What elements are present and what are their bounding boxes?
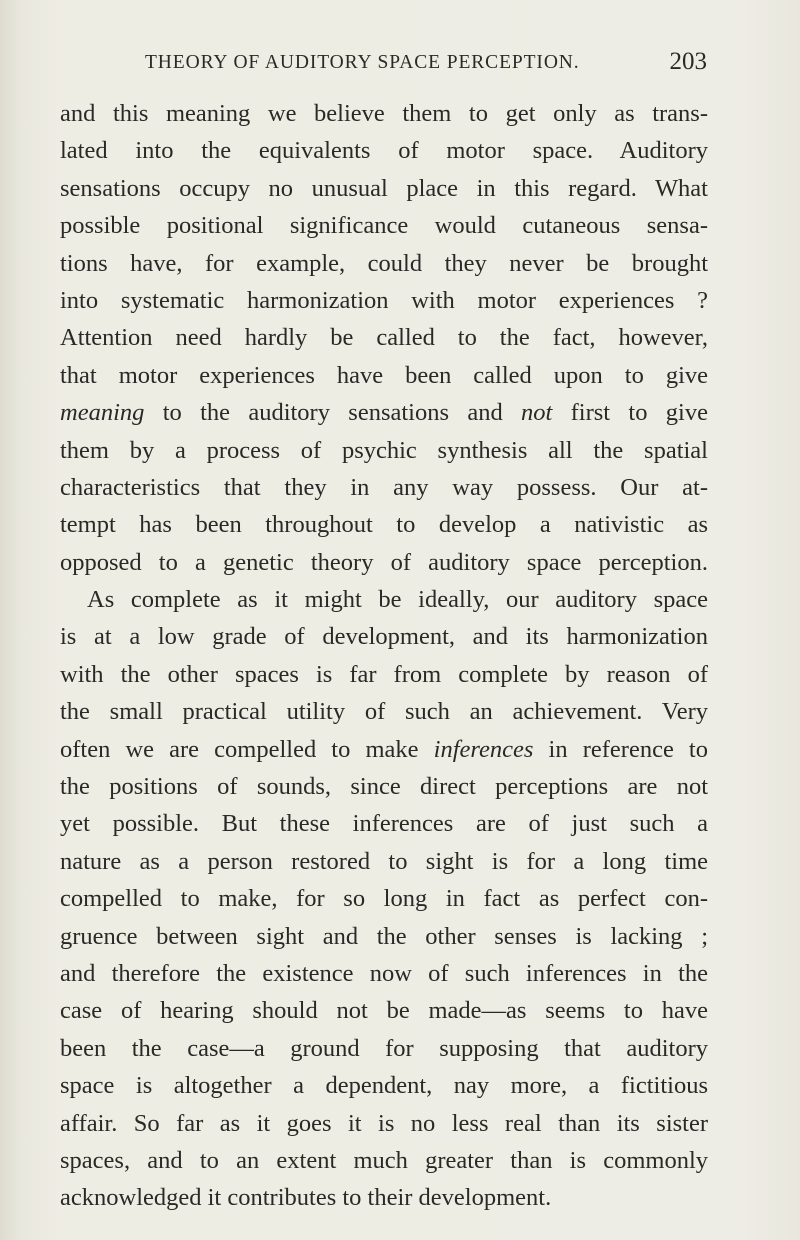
text-segment: sensations occupy no unusual place in this regard. What (60, 174, 708, 202)
text-line (60, 1105, 708, 1142)
text-segment: compelled to make, for so long in fact as perfect con- (60, 885, 708, 913)
text-line (60, 880, 708, 917)
text-segment: into systematic harmonization with motor experiences ? (60, 286, 708, 314)
text-line (60, 768, 708, 805)
text-segment: spaces, and to an extent much greater than is commonly (60, 1146, 708, 1174)
text-line (60, 544, 708, 581)
text-line (60, 207, 708, 244)
page-header (145, 48, 707, 80)
text-segment: As complete as it might be ideally, our auditory space (87, 586, 708, 614)
text-line (60, 394, 708, 431)
text-segment: tempt has been throughout to develop a nativistic as (60, 511, 708, 539)
text-segment: in reference to (533, 735, 708, 763)
page-number: 203 (669, 48, 707, 75)
text-line (60, 693, 708, 730)
text-line (60, 132, 708, 169)
text-line (60, 469, 708, 506)
text-segment: with the other spaces is far from complete by reason of (60, 660, 708, 688)
text-line (60, 357, 708, 394)
text-segment: to the auditory sensations and (144, 399, 522, 427)
text-line (60, 918, 708, 955)
text-segment: gruence between sight and the other senses is lacking ; (60, 922, 708, 950)
text-segment: the small practical utility of such an achievement. Very (60, 698, 708, 726)
text-segment: the positions of sounds, since direct perceptions are not (60, 773, 708, 801)
text-line (60, 1030, 708, 1067)
text-line (60, 618, 708, 655)
text-line (60, 319, 708, 356)
text-segment: that motor experiences have been called upon to give (60, 361, 708, 389)
text-line (60, 955, 708, 992)
text-segment: possible positional significance would cutaneous sensa- (60, 212, 708, 240)
text-segment: is at a low grade of development, and its harmonization (60, 623, 708, 651)
text-line (60, 1067, 708, 1104)
text-segment: and therefore the existence now of such inferences in the (60, 959, 708, 987)
text-line (60, 506, 708, 543)
text-line (60, 656, 708, 693)
text-line (60, 95, 708, 132)
text-segment: opposed to a genetic theory of auditory space perception. (60, 548, 708, 576)
italic-word: meaning (60, 399, 145, 427)
text-line (60, 282, 708, 319)
text-segment: acknowledged it contributes to their development. (60, 1184, 552, 1212)
text-segment: first to give (552, 399, 708, 427)
text-segment: lated into the equivalents of motor space. Auditory (60, 137, 708, 165)
text-line (60, 432, 708, 469)
text-segment: and this meaning we believe them to get only as trans- (60, 100, 708, 127)
text-segment: yet possible. But these inferences are of just such a (60, 810, 708, 838)
text-line (60, 805, 708, 842)
text-line (60, 731, 708, 768)
text-segment: affair. So far as it goes it is no less real than its sister (60, 1109, 708, 1137)
text-line (60, 992, 708, 1029)
text-segment: often we are compelled to make (60, 735, 434, 763)
running-head: THEORY OF AUDITORY SPACE PERCEPTION. (145, 52, 580, 73)
text-segment: space is altogether a dependent, nay more, a fictitious (60, 1072, 708, 1100)
text-line (60, 245, 708, 282)
text-segment: been the case—a ground for supposing that auditory (60, 1034, 708, 1062)
italic-word: not (521, 399, 553, 427)
text-line (60, 581, 708, 618)
text-line (60, 1142, 708, 1179)
text-line (60, 170, 708, 207)
text-segment: nature as a person restored to sight is for a long time (60, 847, 708, 875)
text-segment: Attention need hardly be called to the fact, however, (60, 324, 708, 352)
body-text (60, 95, 708, 1217)
text-segment: them by a process of psychic synthesis all the spatial (60, 436, 708, 464)
italic-word: inferences (433, 735, 534, 763)
text-line (60, 843, 708, 880)
text-line (60, 1179, 708, 1216)
text-segment: tions have, for example, could they never be brought (60, 249, 708, 277)
text-segment: case of hearing should not be made—as seems to have (60, 997, 708, 1025)
text-segment: characteristics that they in any way possess. Our at- (60, 473, 708, 501)
